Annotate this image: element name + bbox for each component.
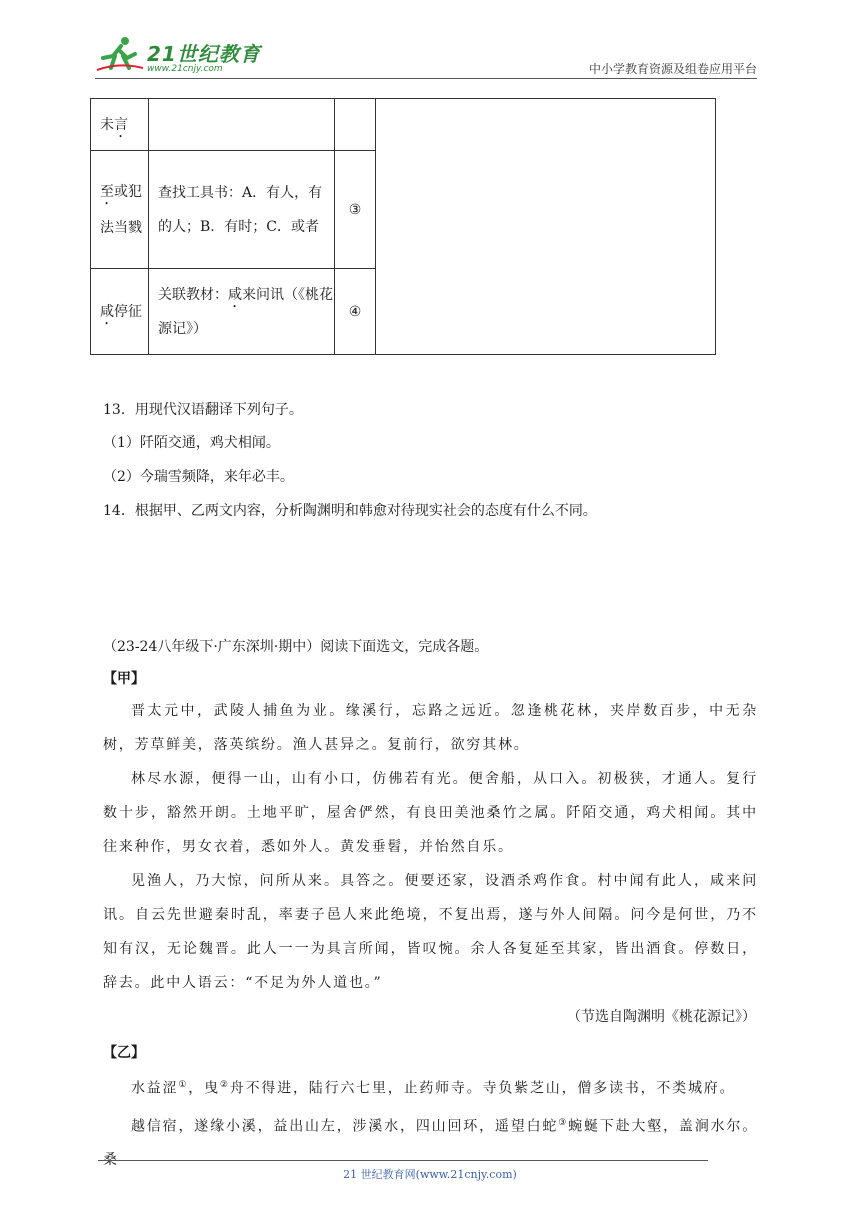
logo-url: www.21cnjy.com (147, 64, 223, 74)
answer-number-cell: ④ (335, 269, 376, 355)
answer-cell (376, 99, 716, 355)
word-cell: 咸停征 (91, 269, 149, 355)
passage-jia (103, 694, 758, 1000)
answer-number-cell: ③ (335, 151, 376, 269)
footer-divider (98, 1160, 708, 1161)
method-cell (149, 99, 335, 151)
word-table (90, 98, 716, 355)
word-cell: 至或犯法当戮 (91, 151, 149, 269)
runner-logo-icon (95, 34, 145, 74)
table-row (91, 99, 716, 151)
passage-paragraph: 水益涩①，曳②舟不得进，陆行六七里，止药师寺。寺负紫芝山，僧多读书，不类城府。 (131, 1080, 736, 1097)
platform-name: 中小学教育资源及组卷应用平台 (588, 62, 757, 76)
site-logo[interactable] (95, 34, 265, 74)
passage-paragraph: 晋太元中，武陵人捕鱼为业。缘溪行，忘路之远近。忽逢桃花林，夹岸数百步，中无杂树，芳草鲜美，落英缤纷。渔人甚异之。复前行，欲穷其林。 (103, 703, 758, 753)
word-cell: 未言 (91, 99, 149, 151)
reading-intro: （23-24八年级下·广东深圳·期中）阅读下面选文，完成各题。 (103, 639, 489, 655)
footer-link[interactable]: 21 世纪教育网(www.21cnjy.com) (343, 1168, 517, 1181)
question-13-title: 13．用现代汉语翻译下列句子。 (103, 402, 303, 418)
question-14-title: 14．根据甲、乙两文内容，分析陶渊明和韩愈对待现实社会的态度有什么不同。 (103, 503, 597, 519)
method-cell: 查找工具书：A．有人，有的人；B．有时；C．或者 (149, 151, 335, 269)
header-divider (95, 78, 757, 79)
passage-jia-label: 【甲】 (103, 671, 145, 687)
passage-paragraph: 林尽水源，便得一山，山有小口，仿佛若有光。便舍船，从口入。初极狭，才通人。复行数十步，豁然开朗。土地平旷，屋舍俨然，有良田美池桑竹之属。阡陌交通，鸡犬相闻。其中往来种作，男女衣着，悉如外人。黄发垂髫，并怡然自乐。 (103, 771, 758, 855)
page-header (95, 30, 757, 78)
passage-jia-source: （节选自陶渊明《桃花源记》） (567, 1009, 756, 1025)
question-13-sentence-1: （1）阡陌交通，鸡犬相闻。 (103, 435, 280, 451)
passage-yi-label: 【乙】 (103, 1045, 145, 1061)
method-cell: 关联教材：咸来问讯（《桃花源记》） (149, 269, 335, 355)
logo-text: 21世纪教育 (147, 42, 261, 66)
answer-number-cell (335, 99, 376, 151)
passage-paragraph: 越信宿，遂缘小溪，益出山左，涉溪水，四山回环，遥望白蛇③蜿蜒下赴大壑，盖涧水尔。桑 (103, 1117, 758, 1169)
passage-paragraph: 见渔人，乃大惊，问所从来。具答之。便要还家，设酒杀鸡作食。村中闻有此人，咸来问讯。自云先世避秦时乱，率妻子邑人来此绝境，不复出焉，遂与外人间隔。问今是何世，乃不知有汉，无论魏晋。此人一一为具言所闻，皆叹惋。余人各复延至其家，皆出酒食。停数日，辞去。此中人语云：“不足为外人道也。” (103, 873, 758, 991)
question-13-sentence-2: （2）今瑞雪频降，来年必丰。 (103, 469, 294, 485)
